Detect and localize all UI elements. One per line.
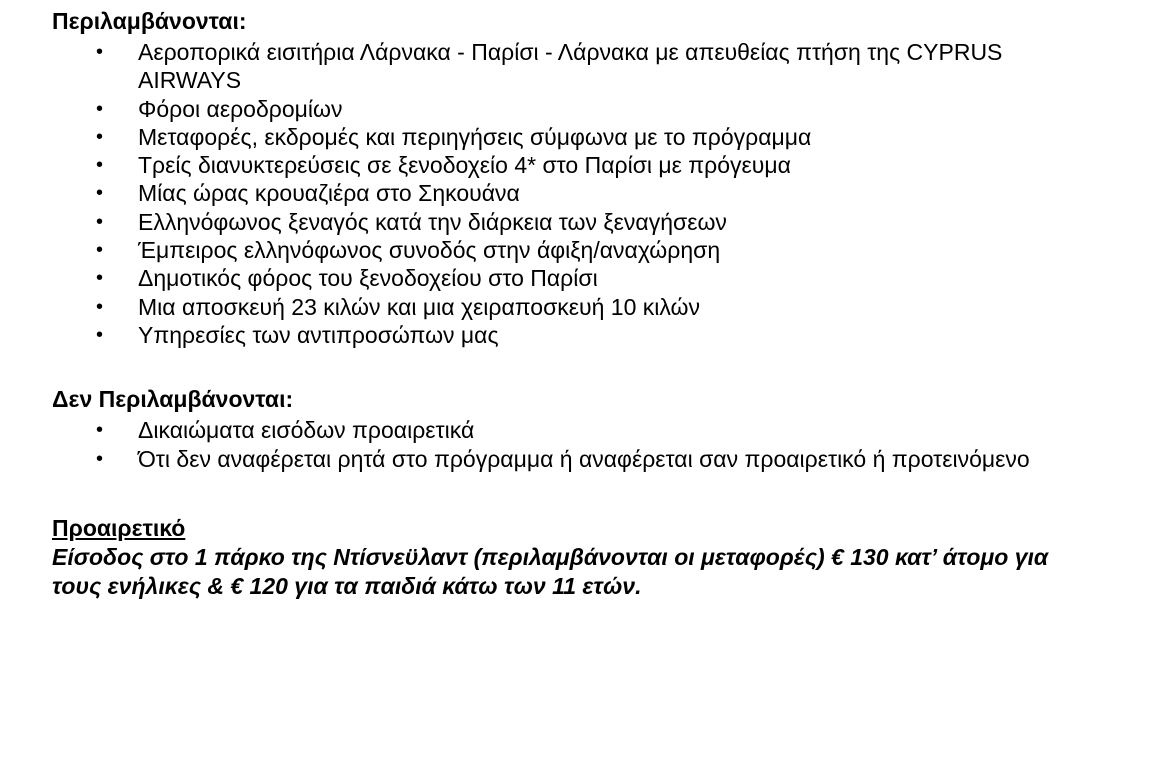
bullet-icon: • — [96, 154, 104, 177]
list-item — [52, 95, 1098, 123]
list-item-text: Έμπειρος ελληνόφωνος συνοδός στην άφιξη/αναχώρηση — [138, 237, 721, 264]
list-item-text: Υπηρεσίες των αντιπροσώπων μας — [138, 321, 499, 348]
bullet-icon: • — [96, 182, 104, 205]
bullet-icon: • — [96, 41, 104, 63]
list-item — [52, 179, 1098, 207]
bullet-icon: • — [96, 323, 104, 346]
list-item-text: Φόροι αεροδρομίων — [138, 95, 343, 122]
not-included-heading: Δεν Περιλαμβάνονται: — [52, 386, 294, 413]
list-item — [52, 123, 1098, 151]
bullet-icon: • — [96, 295, 104, 318]
included-heading: Περιλαμβάνονται: — [52, 8, 247, 34]
list-item — [52, 264, 1098, 292]
list-item-text: Αεροπορικά εισιτήρια Λάρνακα - Παρίσι - Λάρνακα με απευθείας πτήση της CYPRUS AIRWAYS — [138, 39, 1003, 94]
list-item — [52, 445, 1098, 473]
list-item — [52, 236, 1098, 264]
not-included-list — [52, 416, 1142, 473]
list-item — [52, 321, 1098, 349]
list-item — [52, 293, 1098, 321]
bullet-icon: • — [96, 210, 104, 233]
bullet-icon: • — [96, 239, 104, 262]
bullet-icon: • — [96, 447, 104, 470]
list-item-text: Ελληνόφωνος ξεναγός κατά την διάρκεια των ξεναγήσεων — [138, 208, 727, 235]
list-item-text: Μια αποσκευή 23 κιλών και μια χειραποσκευή 10 κιλών — [138, 293, 700, 320]
list-item-text: Δικαιώματα εισόδων προαιρετικά — [138, 417, 475, 444]
list-item-text: Μεταφορές, εκδρομές και περιηγήσεις σύμφωνα με το πρόγραμμα — [138, 123, 812, 150]
included-list — [52, 38, 1142, 349]
list-item — [52, 38, 1098, 95]
optional-title: Προαιρετικό — [52, 514, 186, 541]
bullet-icon: • — [96, 267, 104, 290]
bullet-icon: • — [96, 97, 104, 120]
bullet-icon: • — [96, 419, 104, 442]
list-item-text: Ότι δεν αναφέρεται ρητά στο πρόγραμμα ή αναφέρεται σαν προαιρετικό ή προτεινόμενο — [138, 445, 1030, 472]
list-item-text: Δημοτικός φόρος του ξενοδοχείου στο Παρίσι — [138, 265, 598, 292]
list-item-text: Μίας ώρας κρουαζιέρα στο Σηκουάνα — [138, 180, 520, 207]
list-item — [52, 208, 1098, 236]
optional-text: Είσοδος στο 1 πάρκο της Ντίσνεϋλαντ (περιλαμβάνονται οι μεταφορές) € 130 κατ’ άτομο για τους ενήλικες & € 120 για τα παιδιά κάτω των 11 ετών. — [52, 543, 1049, 599]
list-item — [52, 416, 1098, 444]
list-item — [52, 151, 1098, 179]
document — [52, 6, 1142, 600]
list-item-text: Τρείς διανυκτερεύσεις σε ξενοδοχείο 4* στο Παρίσι με πρόγευμα — [138, 152, 791, 179]
bullet-icon: • — [96, 125, 104, 148]
